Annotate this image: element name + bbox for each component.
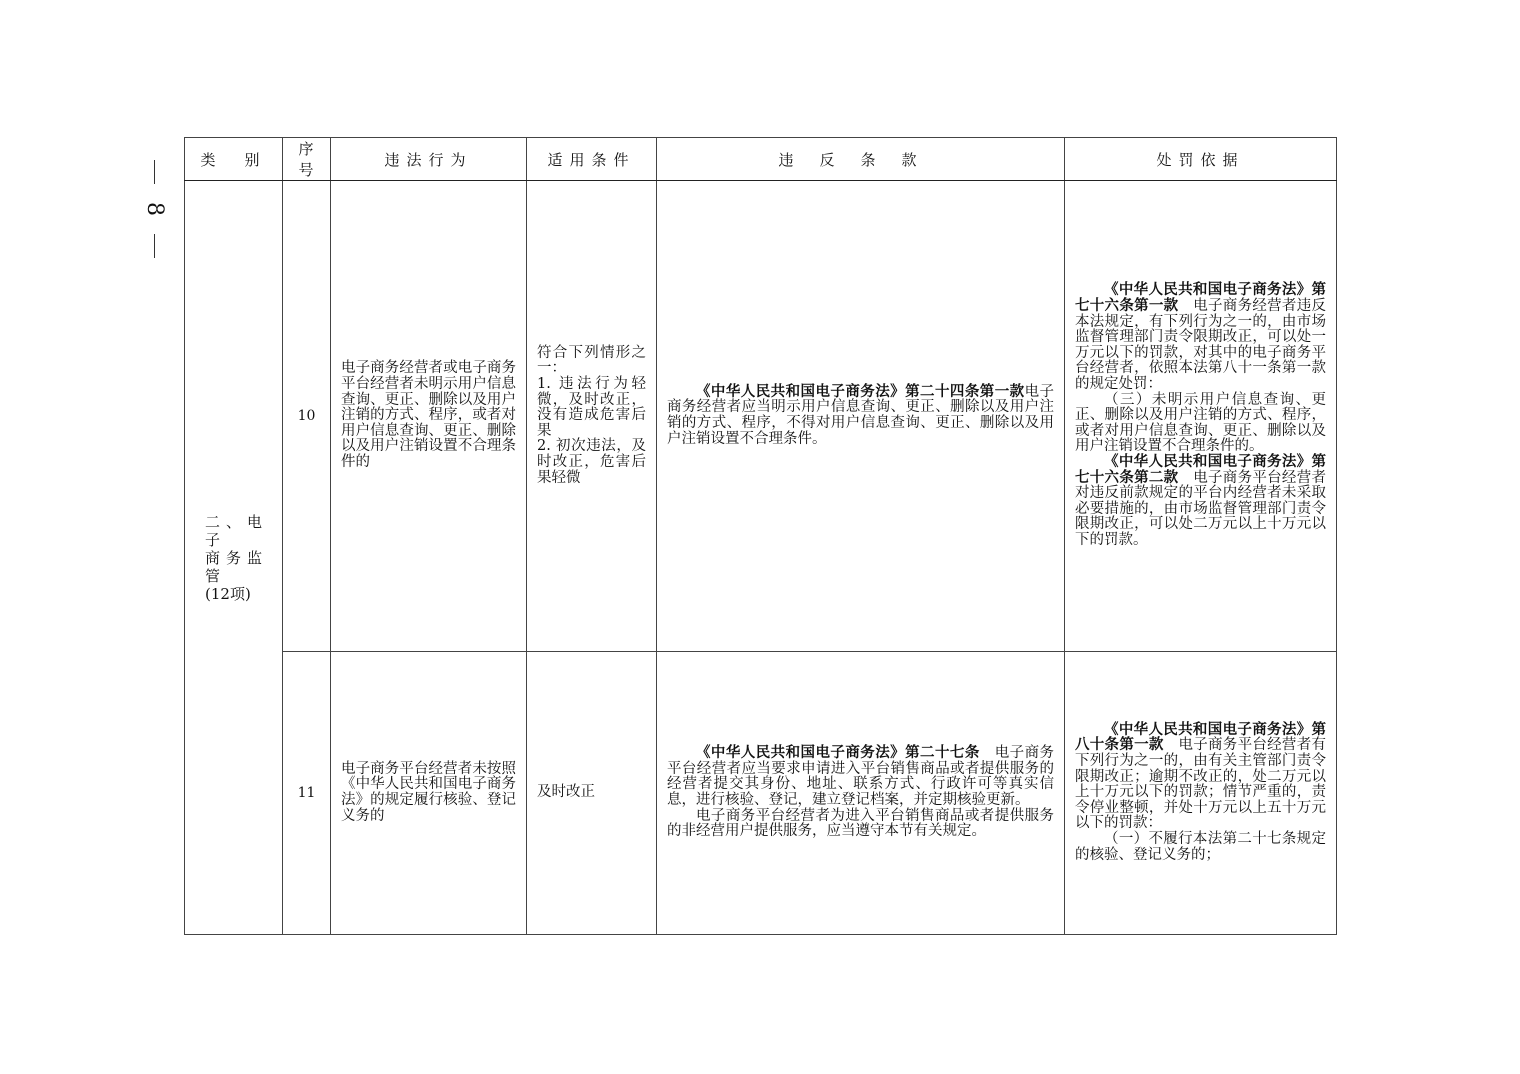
basis-body-1: 电子商务经营者违反本法规定，有下列行为之一的，由市场监督管理部门责令限期改正，可以处一万元以下的罚款，对其中的电子商务平台经营者，依照本法第八十一条第一款的规定处罚：: [1075, 298, 1326, 393]
condition-lead: 符合下列情形之一：: [537, 344, 646, 377]
condition-text: [537, 346, 646, 486]
category-line-2: 商务监管: [205, 548, 262, 585]
clause-body-2: 电子商务平台经营者为进入平台销售商品或者提供服务的非经营用户提供服务，应当遵守本节有关规定。: [667, 807, 1054, 840]
row-seq: 11: [283, 652, 331, 935]
header-violation: 违法行为: [331, 138, 527, 181]
category-cell: [185, 181, 283, 935]
row-seq: 10: [283, 181, 331, 652]
violation-text: 电子商务经营者或电子商务平台经营者未明示用户信息查询、更正、删除以及用户注销的方式、程序，或者对用户信息查询、更正、删除以及用户注销设置不合理条件的: [341, 360, 516, 470]
clause-cell: [657, 181, 1065, 652]
condition-text: 及时改正: [537, 784, 595, 801]
basis-item: （一）不履行本法第二十七条规定的核验、登记义务的；: [1075, 830, 1326, 863]
basis-text: [1075, 723, 1326, 863]
violation-cell: [331, 181, 527, 652]
basis-law-title-1: 《中华人民共和国电子商务法》第八十条第一款: [1075, 721, 1326, 754]
basis-body-2: 电子商务平台经营者对违反前款规定的平台内经营者未采取必要措施的，由市场监督管理部门责令限期改正，可以处二万元以上十万元以下的罚款。: [1075, 469, 1326, 548]
clause-text: [667, 385, 1054, 447]
violation-cell: [331, 652, 527, 935]
basis-law-title-2: 《中华人民共和国电子商务法》第七十六条第二款: [1075, 453, 1326, 486]
basis-cell: [1065, 652, 1337, 935]
clause-body: 电子商务经营者应当明示用户信息查询、更正、删除以及用户注销的方式、程序，不得对用户信息查询、更正、删除以及用户注销设置不合理条件。: [667, 383, 1055, 447]
page-number-value: 8: [142, 202, 167, 216]
category-line-1: 二、电 子: [205, 512, 262, 549]
page-number: [140, 160, 168, 264]
header-condition: 适用条件: [527, 138, 657, 181]
clause-body-1: 电子商务平台经营者应当要求申请进入平台销售商品或者提供服务的经营者提交其身份、地址、联系方式、行政许可等真实信息，进行核验、登记，建立登记档案，并定期核验更新。: [667, 745, 1055, 808]
condition-cell: [527, 652, 657, 935]
clause-law-title: 《中华人民共和国电子商务法》第二十四条第一款: [696, 383, 1025, 400]
basis-body-1: 电子商务平台经营者有下列行为之一的，由有关主管部门责令限期改正；逾期不改正的，处二万元以上十万元以下的罚款；情节严重的，责令停业整顿，并处十万元以上五十万元以下的罚款：: [1075, 737, 1326, 832]
condition-item-1: 1. 违法行为轻微，及时改正，没有造成危害后果: [537, 376, 646, 439]
condition-cell: [527, 181, 657, 652]
basis-law-title-1: 《中华人民共和国电子商务法》第七十六条第一款: [1075, 282, 1326, 315]
basis-cell: [1065, 181, 1337, 652]
violation-text: 电子商务平台经营者未按照《中华人民共和国电子商务法》的规定履行核验、登记义务的: [341, 760, 516, 824]
page-number-dash-bottom: [154, 234, 155, 258]
clause-cell: [657, 652, 1065, 935]
category-label: [195, 513, 272, 603]
header-basis: 处罚依据: [1065, 138, 1337, 181]
table-row: [185, 652, 1337, 935]
header-clause: 违反条款: [657, 138, 1065, 181]
basis-text: [1075, 283, 1326, 548]
table-header-row: [185, 138, 1337, 181]
penalty-table: [184, 137, 1337, 935]
condition-item-2: 2. 初次违法，及时改正，危害后果轻微: [537, 438, 646, 486]
category-line-3: (12项): [205, 584, 251, 603]
basis-item: （三）未明示用户信息查询、更正、删除以及用户注销的方式、程序，或者对用户信息查询、更正、删除以及用户注销设置不合理条件的。: [1075, 391, 1326, 455]
table-row: [185, 181, 1337, 652]
clause-law-title: 《中华人民共和国电子商务法》第二十七条: [696, 745, 980, 762]
header-category: 类 别: [185, 138, 283, 181]
header-seq: 序号: [283, 138, 331, 181]
clause-text: [667, 746, 1054, 840]
page-number-dash-top: [154, 160, 155, 184]
